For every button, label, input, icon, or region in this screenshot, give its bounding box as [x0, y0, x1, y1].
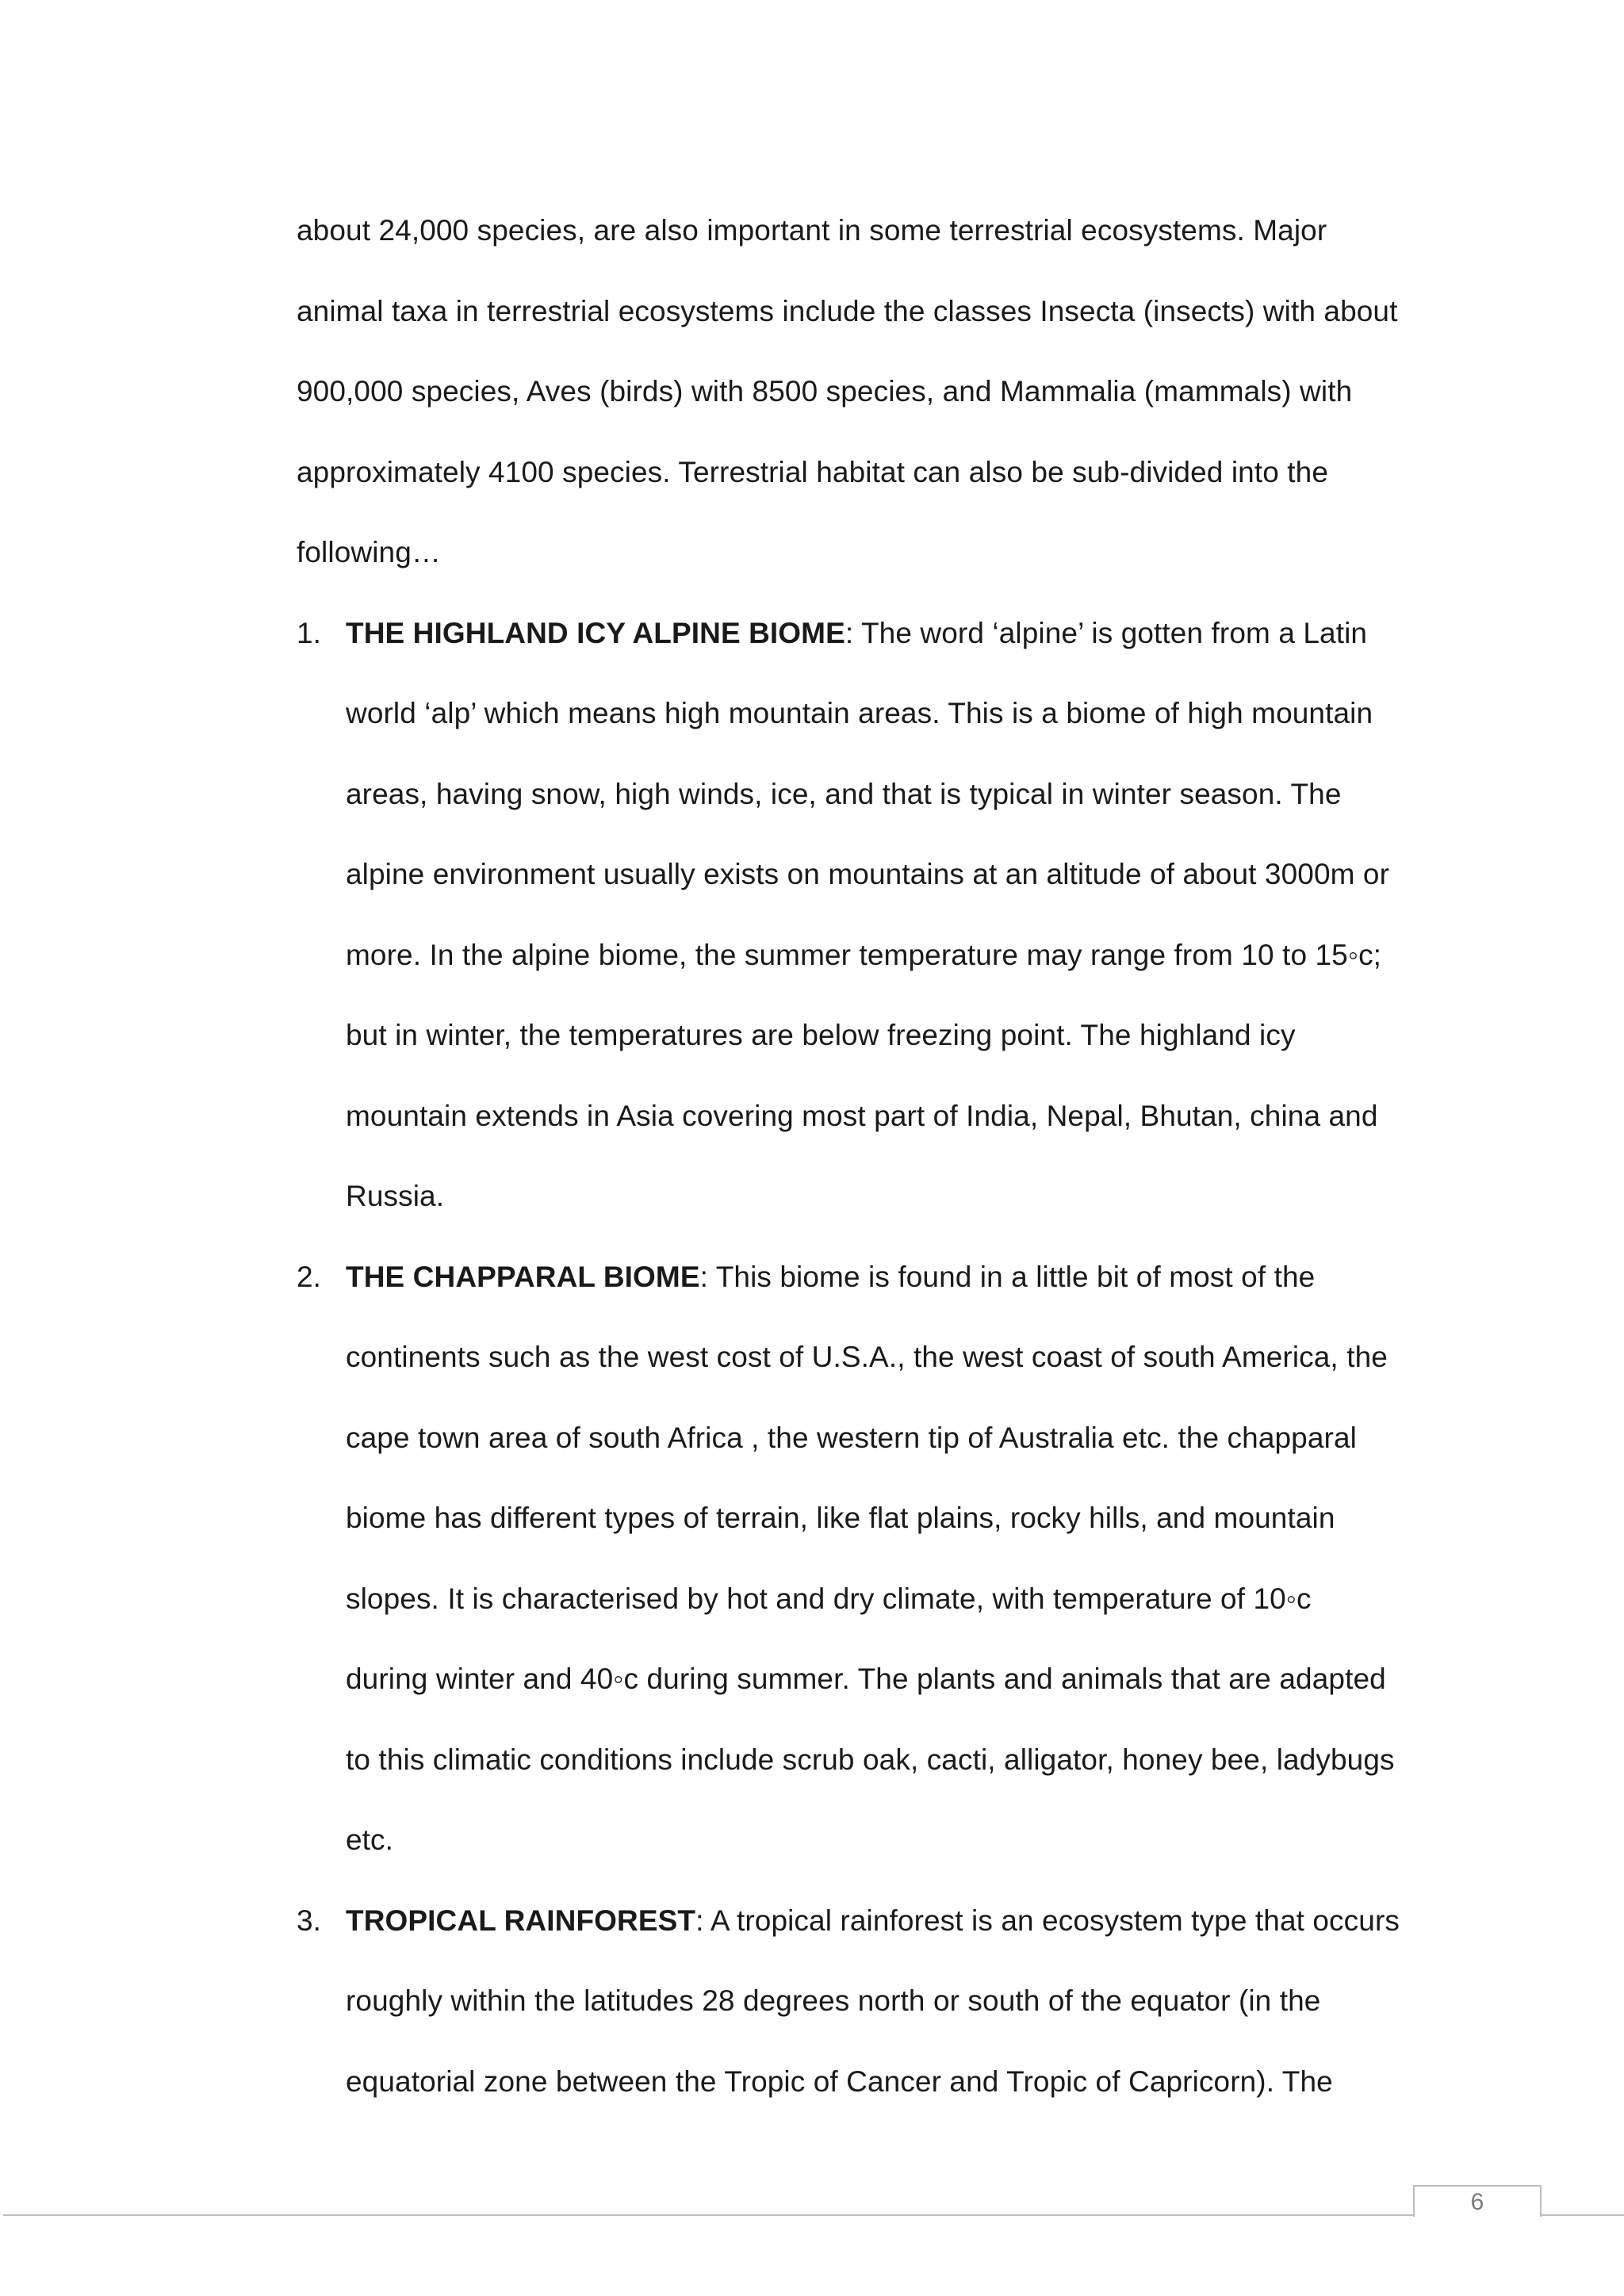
list-line: but in winter, the temperatures are below freezing point. The highland icy: [346, 1019, 1296, 1051]
list-line: mountain extends in Asia covering most part of India, Nepal, Bhutan, china and: [346, 1099, 1378, 1132]
list-number: 1.: [297, 616, 322, 649]
list-line: during winter and 40◦c during summer. The plants and animals that are adapted: [346, 1663, 1386, 1695]
list-term: THE HIGHLAND ICY ALPINE BIOME: [346, 616, 845, 649]
list-first-line: [346, 593, 1454, 674]
list-line: cape town area of south Africa , the western tip of Australia etc. the chapparal: [346, 1421, 1357, 1454]
list-item-tropical-rainforest: [297, 1881, 1454, 2122]
list-line: continents such as the west cost of U.S.A., the west coast of south America, the: [346, 1341, 1388, 1373]
list-first-line-text: : A tropical rainforest is an ecosystem type that occurs: [695, 1904, 1400, 1937]
list-line: equatorial zone between the Tropic of Cancer and Tropic of Capricorn). The: [346, 2064, 1333, 2098]
footer-rule-right: [1540, 2214, 1624, 2216]
list-first-line: [346, 1237, 1454, 1318]
intro-line: approximately 4100 species. Terrestrial habitat can also be sub-divided into the: [297, 455, 1329, 488]
list-term: TROPICAL RAINFOREST: [346, 1904, 696, 1937]
list-item-chapparal-biome: [297, 1237, 1454, 1881]
list-line: slopes. It is characterised by hot and dry climate, with temperature of 10◦c: [346, 1582, 1312, 1615]
body-text: [297, 190, 1454, 2122]
list-item-body: [297, 593, 1454, 1237]
list-item-body: [297, 1237, 1454, 1881]
list-line: areas, having snow, high winds, ice, and that is typical in winter season. The: [346, 777, 1342, 810]
list-number: 3.: [297, 1904, 322, 1937]
list-item-alpine-biome: [297, 593, 1454, 1237]
list-line: biome has different types of terrain, like flat plains, rocky hills, and mountain: [346, 1502, 1335, 1534]
list-line: to this climatic conditions include scrub oak, cacti, alligator, honey bee, ladybugs: [346, 1743, 1395, 1776]
list-number: 2.: [297, 1260, 322, 1293]
intro-line: about 24,000 species, are also important in some terrestrial ecosystems. Major: [297, 214, 1327, 247]
list-first-line-text: : The word ‘alpine’ is gotten from a Latin: [845, 616, 1368, 649]
page-number-box: [1413, 2185, 1542, 2217]
intro-line: following…: [297, 536, 441, 568]
list-first-line: [346, 1881, 1454, 1961]
list-line: Russia.: [346, 1180, 445, 1212]
list-line: etc.: [346, 1823, 394, 1856]
list-line: more. In the alpine biome, the summer temperature may range from 10 to 15◦c;: [346, 938, 1382, 971]
list-line: world ‘alp’ which means high mountain areas. This is a biome of high mountain: [346, 697, 1373, 729]
list-line: roughly within the latitudes 28 degrees north or south of the equator (in the: [346, 1984, 1321, 2017]
footer-rule-left: [3, 2214, 1415, 2216]
intro-paragraph: [297, 190, 1454, 593]
intro-line: 900,000 species, Aves (birds) with 8500 species, and Mammalia (mammals) with: [297, 375, 1353, 408]
intro-line: animal taxa in terrestrial ecosystems include the classes Insecta (insects) with about: [297, 294, 1398, 327]
list-item-body: [297, 1881, 1454, 2122]
list-line: alpine environment usually exists on mountains at an altitude of about 3000m or: [346, 858, 1390, 890]
list-first-line-text: : This biome is found in a little bit of most of the: [699, 1260, 1316, 1293]
list-term: THE CHAPPARAL BIOME: [346, 1260, 700, 1293]
page-number: 6: [1470, 2189, 1484, 2215]
